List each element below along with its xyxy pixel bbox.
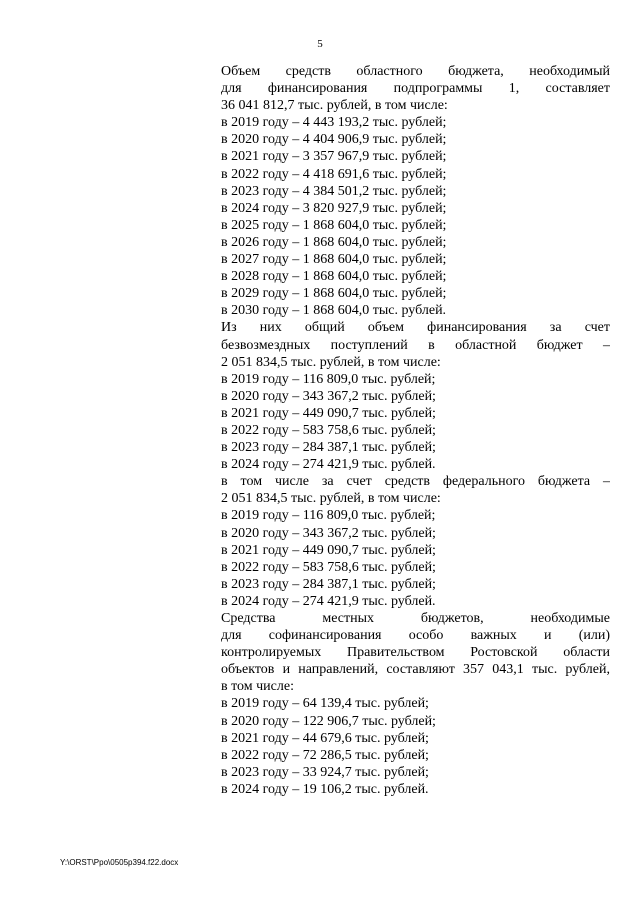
text-line: в 2022 году – 4 418 691,6 тыс. рублей; <box>221 166 447 182</box>
text-line: безвозмездных поступлений в областной бюджет – <box>221 337 610 353</box>
text-line: в 2027 году – 1 868 604,0 тыс. рублей; <box>221 252 447 268</box>
text-line: контролируемых Правительством Ростовской области <box>221 645 610 661</box>
text-line: в 2019 году – 4 443 193,2 тыс. рублей; <box>221 115 447 131</box>
page-number: 5 <box>317 38 323 50</box>
text-line: в 2024 году – 3 820 927,9 тыс. рублей; <box>221 200 447 216</box>
document-body <box>221 63 610 798</box>
text-line: в 2019 году – 116 809,0 тыс. рублей; <box>221 371 436 387</box>
file-path-footer: Y:\ORST\Ppo\0505p394.f22.docx <box>60 858 179 867</box>
text-line: в 2021 году – 449 090,7 тыс. рублей; <box>221 405 436 421</box>
text-line: в 2030 году – 1 868 604,0 тыс. рублей. <box>221 303 447 319</box>
text-line: в 2020 году – 122 906,7 тыс. рублей; <box>221 713 436 729</box>
text-line: Объем средств областного бюджета, необходимый <box>221 64 610 79</box>
text-line: в 2020 году – 4 404 906,9 тыс. рублей; <box>221 132 447 148</box>
text-line: Средства местных бюджетов, необходимые <box>221 611 610 626</box>
text-line: в 2023 году – 284 387,1 тыс. рублей; <box>221 440 436 456</box>
text-line: для финансирования подпрограммы 1, составляет <box>221 81 610 97</box>
text-line: в 2023 году – 284 387,1 тыс. рублей; <box>221 576 436 592</box>
text-line: в 2020 году – 343 367,2 тыс. рублей; <box>221 525 436 541</box>
text-line: в 2026 году – 1 868 604,0 тыс. рублей; <box>221 234 447 250</box>
text-line: в 2024 году – 274 421,9 тыс. рублей. <box>221 593 436 609</box>
text-line: в 2021 году – 3 357 967,9 тыс. рублей; <box>221 149 447 165</box>
text-line: в 2022 году – 583 758,6 тыс. рублей; <box>221 559 436 575</box>
text-line: для софинансирования особо важных и (или) <box>221 628 610 644</box>
text-line: в 2020 году – 343 367,2 тыс. рублей; <box>221 388 436 404</box>
text-line: 36 041 812,7 тыс. рублей, в том числе: <box>221 98 448 114</box>
text-line: в том числе: <box>221 679 294 695</box>
text-line: в 2022 году – 72 286,5 тыс. рублей; <box>221 747 429 763</box>
text-line: в 2029 году – 1 868 604,0 тыс. рублей; <box>221 286 447 302</box>
text-line: в 2022 году – 583 758,6 тыс. рублей; <box>221 422 436 438</box>
text-line: в 2025 году – 1 868 604,0 тыс. рублей; <box>221 217 447 233</box>
text-line: в том числе за счет средств федерального бюджета – <box>221 474 610 490</box>
text-line: в 2019 году – 116 809,0 тыс. рублей; <box>221 508 436 524</box>
text-line: в 2024 году – 274 421,9 тыс. рублей. <box>221 457 436 473</box>
text-line: в 2019 году – 64 139,4 тыс. рублей; <box>221 696 429 712</box>
text-line: объектов и направлений, составляют 357 043,1 тыс. рублей, <box>221 662 610 678</box>
text-line: 2 051 834,5 тыс. рублей, в том числе: <box>221 354 441 370</box>
text-line: Из них общий объем финансирования за счет <box>221 320 610 336</box>
text-line: в 2021 году – 449 090,7 тыс. рублей; <box>221 542 436 558</box>
text-line: в 2028 году – 1 868 604,0 тыс. рублей; <box>221 269 447 285</box>
text-line: 2 051 834,5 тыс. рублей, в том числе: <box>221 491 441 507</box>
text-line: в 2023 году – 33 924,7 тыс. рублей; <box>221 764 429 780</box>
text-line: в 2023 году – 4 384 501,2 тыс. рублей; <box>221 183 447 199</box>
text-line: в 2021 году – 44 679,6 тыс. рублей; <box>221 730 429 746</box>
text-line: в 2024 году – 19 106,2 тыс. рублей. <box>221 781 429 797</box>
